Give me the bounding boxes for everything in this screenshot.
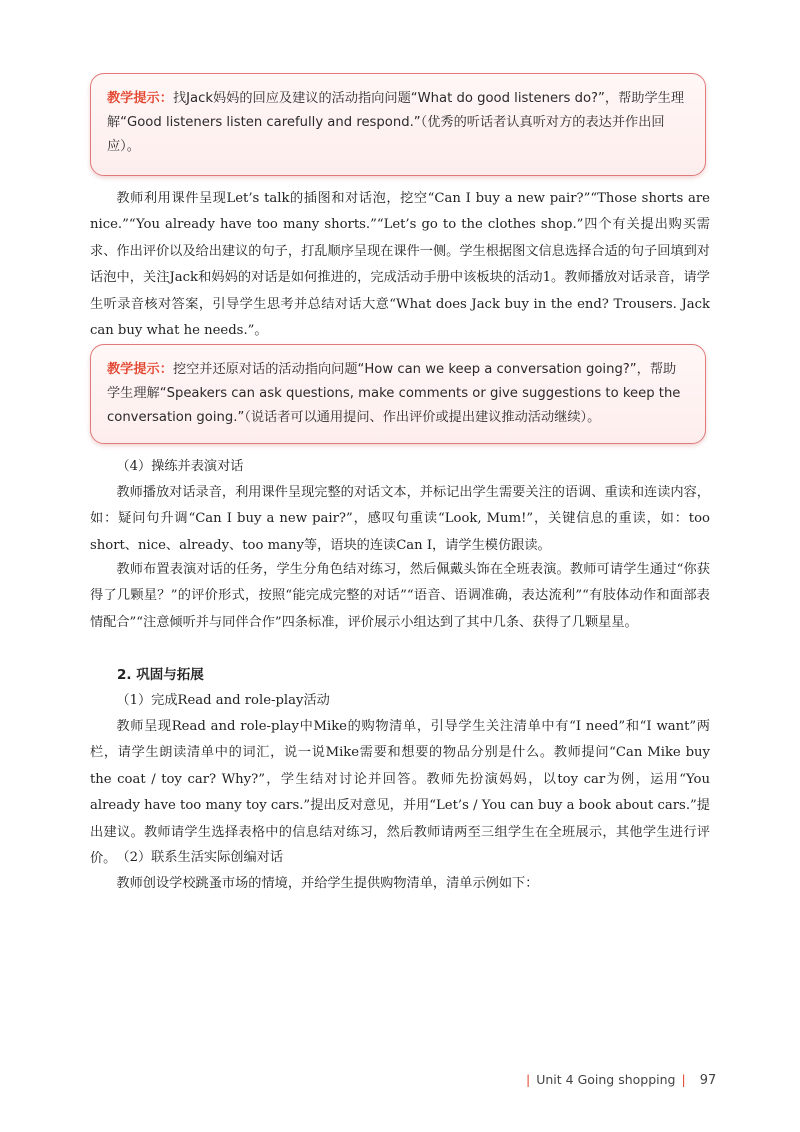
footer-divider: | (526, 1072, 531, 1087)
tip-label: 教学提示： (107, 362, 173, 377)
section-heading: 2. 巩固与拓展 (117, 667, 204, 683)
body-paragraph: 教师创设学校跳蚤市场的情境，并给学生提供购物清单，清单示例如下： (116, 876, 539, 891)
subheading-create-dialogue: （2）联系生活实际创编对话 (116, 850, 284, 865)
teaching-tip-box (90, 73, 706, 176)
body-paragraph: 教师利用课件呈现Let’s talk的插图和对话泡，挖空“Can I buy a new pair?”“Those shorts are nice.”“You already have too many shorts.”“Let’s go to the clothes shop.”四个有关提出购买需求、作出评价以及给出建议的句子，打乱顺序呈现在课件一侧。学生根据图文信息选择合适的句子回填到对话泡中，关注Jack和妈妈的对话是如何推进的，完成活动手册中该板块的活动1。教师播放对话录音，请学生听录音核对答案，引导学生思考并总结对话大意“What does Jack buy in the end? Trousers. Jack can buy what he needs.”。 (90, 191, 710, 339)
tip-label: 教学提示： (107, 91, 173, 106)
footer-divider: | (681, 1072, 686, 1087)
page-number: 97 (699, 1073, 717, 1088)
body-paragraph: 教师呈现Read and role-play中Mike的购物清单，引导学生关注清单中有“I need”和“I want”两栏，请学生朗读清单中的词汇，说一说Mike需要和想要的物品分别是什么。教师提问“Can Mike buy the coat / toy car? Why?”，学生结对讨论并回答。教师先扮演妈妈，以toy car为例，运用“You already have too many toy cars.”提出反对意见，并用“Let’s / You can buy a book about cars.”提出建议。教师请学生选择表格中的信息结对练习，然后教师请两至三组学生在全班展示，其他学生进行评价。 (90, 719, 710, 867)
tip-text: 挖空并还原对话的活动指向问题“How can we keep a conversation going?”，帮助学生理解“Speakers can ask questions, make comments or give suggestions to keep the conversation going.”（说话者可以通用提问、作出评价或提出建议推动活动继续）。 (107, 362, 681, 425)
page-footer (520, 1072, 716, 1088)
footer-unit-title: Unit 4 Going shopping (536, 1072, 676, 1087)
body-paragraph: 教师布置表演对话的任务，学生分角色结对练习，然后佩戴头饰在全班表演。教师可请学生通过“你获得了几颗星？”的评价形式，按照“能完成完整的对话”“语音、语调准确，表达流利”“有肢体动作和面部表情配合”“注意倾听并与同伴合作”四条标准，评价展示小组达到了其中几条、获得了几颗星星。 (90, 562, 710, 630)
teaching-tip-box (90, 344, 706, 444)
tip-text: 找Jack妈妈的回应及建议的活动指向问题“What do good listeners do?”，帮助学生理解“Good listeners listen carefully and respond.”（优秀的听话者认真听对方的表达并作出回应）。 (107, 91, 685, 154)
body-paragraph: 教师播放对话录音，利用课件呈现完整的对话文本，并标记出学生需要关注的语调、重读和连读内容，如：疑问句升调“Can I buy a new pair?”，感叹句重读“Look, Mum!”，关键信息的重读，如：too short、nice、already、too many等，语块的连读Can I，请学生模仿跟读。 (90, 485, 710, 553)
subheading-practice: （4）操练并表演对话 (116, 459, 244, 474)
subheading-read-roleplay: （1）完成Read and role-play活动 (116, 693, 330, 708)
